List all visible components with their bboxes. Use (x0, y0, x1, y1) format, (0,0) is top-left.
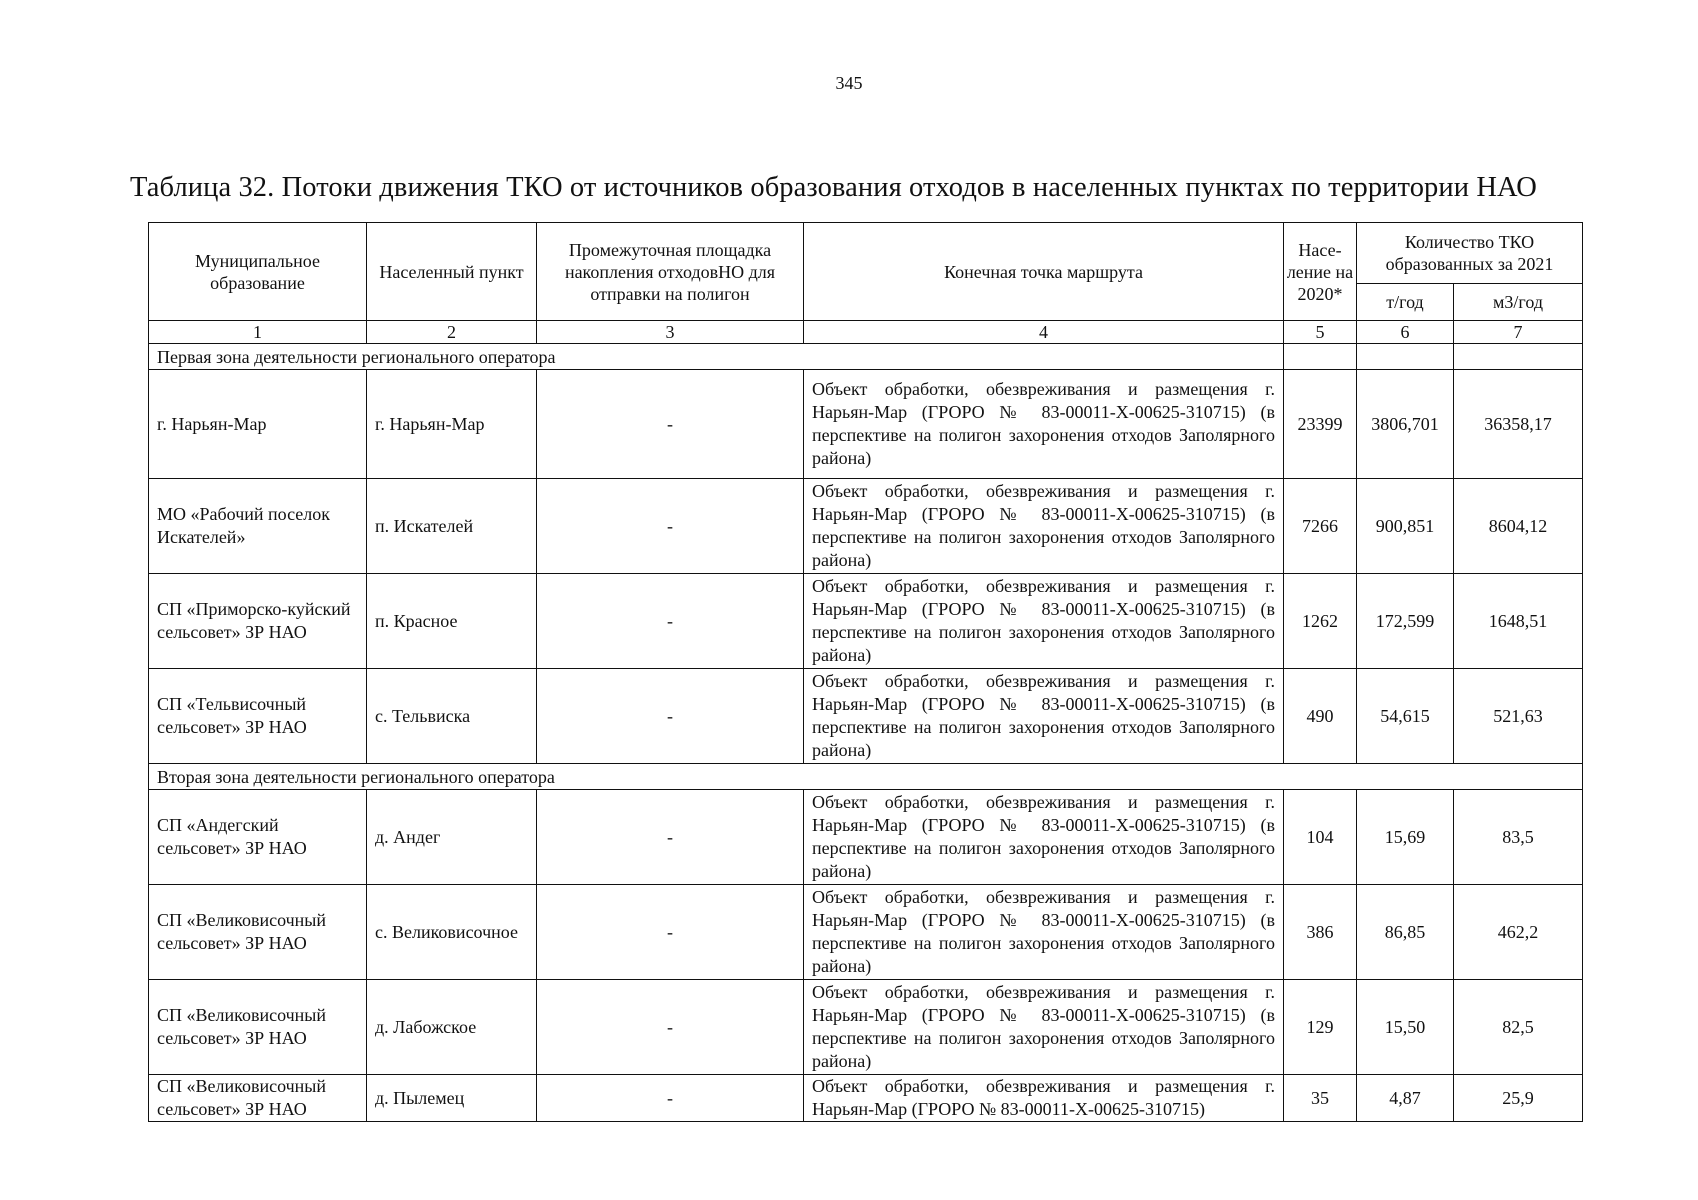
zone-row (149, 764, 1583, 790)
m3-cell: 25,9 (1454, 1075, 1583, 1122)
table-row (149, 790, 1583, 885)
destination-cell: Объект обработки, обезвреживания и размещения г. Нарьян-Мар (ГРОРО № 83-00011-Х-00625-310715) (в перспективе на полигон захоронения отходов Заполярного района) (804, 790, 1284, 885)
table-caption: Таблица 32. Потоки движения ТКО от источников образования отходов в населенных пунктах по территории НАО (130, 172, 1537, 203)
header-destination: Конечная точка маршрута (804, 223, 1284, 321)
header-population: Насе-ление на 2020* (1284, 223, 1357, 321)
destination-cell: Объект обработки, обезвреживания и размещения г. Нарьян-Мар (ГРОРО № 83-00011-Х-00625-310715) (в перспективе на полигон захоронения отходов Заполярного района) (804, 980, 1284, 1075)
column-number: 2 (367, 321, 537, 344)
zone-title: Первая зона деятельности регионального оператора (149, 344, 1284, 370)
intermediate-cell: - (537, 574, 804, 669)
column-number: 7 (1454, 321, 1583, 344)
destination-cell: Объект обработки, обезвреживания и размещения г. Нарьян-Мар (ГРОРО № 83-00011-Х-00625-310715) (в перспективе на полигон захоронения отходов Заполярного района) (804, 669, 1284, 764)
m3-cell: 83,5 (1454, 790, 1583, 885)
table-row (149, 479, 1583, 574)
m3-cell: 8604,12 (1454, 479, 1583, 574)
header-municipality: Муниципальное образование (149, 223, 367, 321)
intermediate-cell: - (537, 370, 804, 479)
table-row (149, 370, 1583, 479)
intermediate-cell: - (537, 980, 804, 1075)
page-number: 345 (835, 73, 863, 93)
destination-cell: Объект обработки, обезвреживания и размещения г. Нарьян-Мар (ГРОРО № 83-00011-Х-00625-310715) (в перспективе на полигон захоронения отходов Заполярного района) (804, 479, 1284, 574)
empty-cell (1284, 344, 1357, 370)
settlement-cell: д. Лабожское (367, 980, 537, 1075)
settlement-cell: п. Красное (367, 574, 537, 669)
population-cell: 386 (1284, 885, 1357, 980)
waste-flow-table (148, 222, 1583, 1122)
destination-cell: Объект обработки, обезвреживания и размещения г. Нарьян-Мар (ГРОРО № 83-00011-Х-00625-310715) (в перспективе на полигон захоронения отходов Заполярного района) (804, 574, 1284, 669)
municipality-cell: СП «Приморско-куйский сельсовет» ЗР НАО (149, 574, 367, 669)
tons-cell: 172,599 (1357, 574, 1454, 669)
column-number: 1 (149, 321, 367, 344)
tons-cell: 4,87 (1357, 1075, 1454, 1122)
header-m3: м3/год (1454, 284, 1583, 321)
column-number: 6 (1357, 321, 1454, 344)
settlement-cell: с. Тельвиска (367, 669, 537, 764)
municipality-cell: СП «Великовисочный сельсовет» ЗР НАО (149, 1075, 367, 1122)
column-number: 5 (1284, 321, 1357, 344)
destination-cell: Объект обработки, обезвреживания и размещения г. Нарьян-Мар (ГРОРО № 83-00011-Х-00625-310715) (в перспективе на полигон захоронения отходов Заполярного района) (804, 370, 1284, 479)
tons-cell: 15,69 (1357, 790, 1454, 885)
intermediate-cell: - (537, 1075, 804, 1122)
m3-cell: 36358,17 (1454, 370, 1583, 479)
m3-cell: 462,2 (1454, 885, 1583, 980)
empty-cell (1454, 344, 1583, 370)
population-cell: 490 (1284, 669, 1357, 764)
municipality-cell: г. Нарьян-Мар (149, 370, 367, 479)
settlement-cell: г. Нарьян-Мар (367, 370, 537, 479)
header-quantity: Количество ТКО образованных за 2021 (1357, 223, 1583, 284)
intermediate-cell: - (537, 669, 804, 764)
tons-cell: 86,85 (1357, 885, 1454, 980)
tons-cell: 900,851 (1357, 479, 1454, 574)
municipality-cell: МО «Рабочий поселок Искателей» (149, 479, 367, 574)
destination-cell: Объект обработки, обезвреживания и размещения г. Нарьян-Мар (ГРОРО № 83-00011-Х-00625-310715) (в перспективе на полигон захоронения отходов Заполярного района) (804, 885, 1284, 980)
header-intermediate: Промежуточная площадка накопления отходовНО для отправки на полигон (537, 223, 804, 321)
header-row (149, 223, 1583, 284)
empty-cell (1357, 344, 1454, 370)
column-number-row (149, 321, 1583, 344)
population-cell: 129 (1284, 980, 1357, 1075)
municipality-cell: СП «Тельвисочный сельсовет» ЗР НАО (149, 669, 367, 764)
m3-cell: 521,63 (1454, 669, 1583, 764)
settlement-cell: п. Искателей (367, 479, 537, 574)
settlement-cell: д. Андег (367, 790, 537, 885)
population-cell: 7266 (1284, 479, 1357, 574)
intermediate-cell: - (537, 479, 804, 574)
table-row (149, 1075, 1583, 1122)
table-row (149, 885, 1583, 980)
tons-cell: 3806,701 (1357, 370, 1454, 479)
destination-cell: Объект обработки, обезвреживания и размещения г. Нарьян-Мар (ГРОРО № 83-00011-Х-00625-310715) (804, 1075, 1284, 1122)
population-cell: 1262 (1284, 574, 1357, 669)
municipality-cell: СП «Андегский сельсовет» ЗР НАО (149, 790, 367, 885)
header-tons: т/год (1357, 284, 1454, 321)
zone-row (149, 344, 1583, 370)
municipality-cell: СП «Великовисочный сельсовет» ЗР НАО (149, 885, 367, 980)
intermediate-cell: - (537, 790, 804, 885)
zone-title: Вторая зона деятельности регионального оператора (149, 764, 1583, 790)
municipality-cell: СП «Великовисочный сельсовет» ЗР НАО (149, 980, 367, 1075)
intermediate-cell: - (537, 885, 804, 980)
m3-cell: 1648,51 (1454, 574, 1583, 669)
tons-cell: 15,50 (1357, 980, 1454, 1075)
population-cell: 23399 (1284, 370, 1357, 479)
tons-cell: 54,615 (1357, 669, 1454, 764)
table-row (149, 669, 1583, 764)
population-cell: 104 (1284, 790, 1357, 885)
table-row (149, 980, 1583, 1075)
column-number: 4 (804, 321, 1284, 344)
settlement-cell: д. Пылемец (367, 1075, 537, 1122)
population-cell: 35 (1284, 1075, 1357, 1122)
settlement-cell: с. Великовисочное (367, 885, 537, 980)
table-row (149, 574, 1583, 669)
header-settlement: Населенный пункт (367, 223, 537, 321)
m3-cell: 82,5 (1454, 980, 1583, 1075)
column-number: 3 (537, 321, 804, 344)
